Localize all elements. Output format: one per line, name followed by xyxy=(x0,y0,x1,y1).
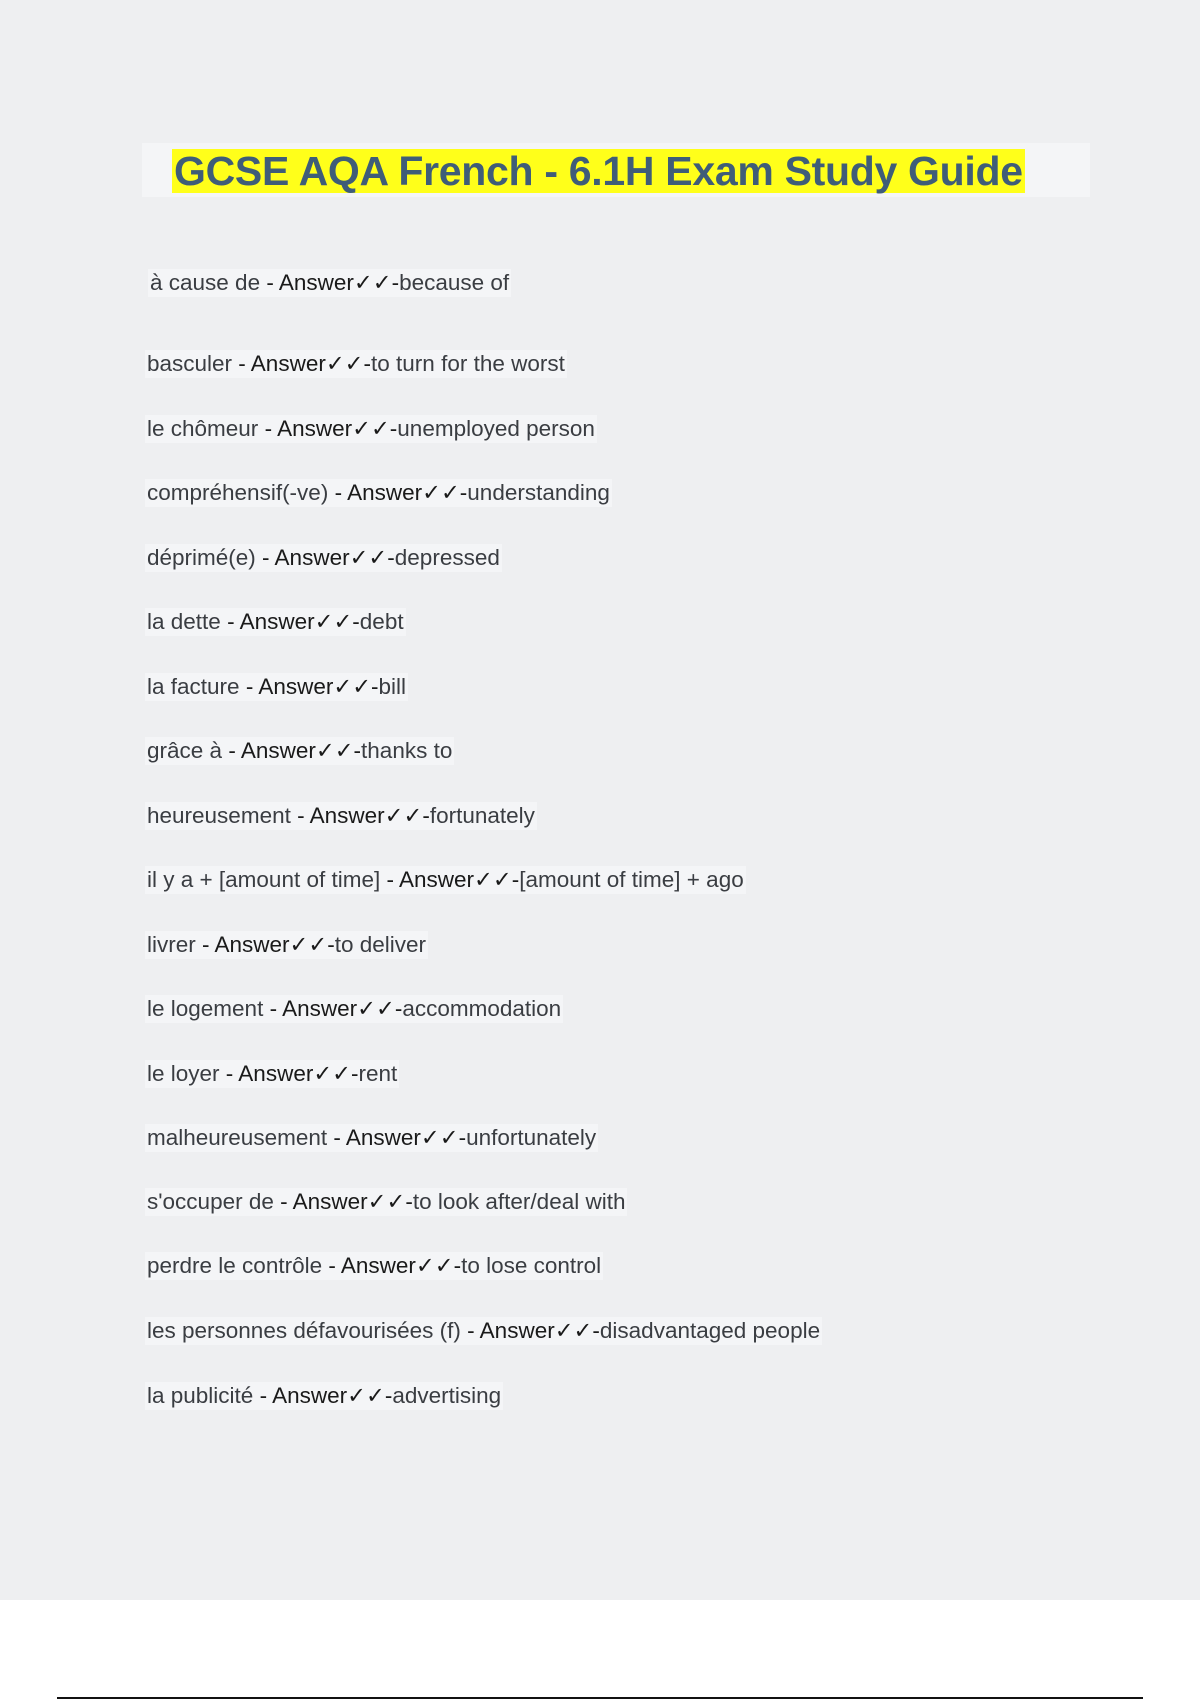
answer-marker: - Answer✓✓- xyxy=(380,867,520,892)
vocab-entry xyxy=(148,269,511,297)
vocab-answer: to look after/deal with xyxy=(412,1189,626,1214)
vocab-answer: bill xyxy=(378,674,407,699)
document-title: GCSE AQA French - 6.1H Exam Study Guide xyxy=(174,148,1023,194)
vocab-entry xyxy=(145,995,563,1023)
vocab-entry xyxy=(145,1382,503,1410)
answer-marker: - Answer✓✓- xyxy=(195,932,335,957)
answer-marker: - Answer✓✓- xyxy=(327,1125,467,1150)
vocab-entry xyxy=(145,673,408,701)
answer-marker: - Answer✓✓- xyxy=(460,1318,600,1343)
vocab-term: s'occuper de xyxy=(147,1189,274,1214)
vocab-answer: unemployed person xyxy=(397,416,595,441)
vocab-answer: disadvantaged people xyxy=(599,1318,821,1343)
vocab-term: il y a + [amount of time] xyxy=(147,867,381,892)
vocab-term: perdre le contrôle xyxy=(147,1253,323,1278)
vocab-answer: to lose control xyxy=(461,1253,602,1278)
vocab-answer: because of xyxy=(399,270,510,295)
vocab-term: le chômeur xyxy=(147,416,259,441)
vocab-entry xyxy=(145,802,537,830)
vocab-term: les personnes défavourisées (f) xyxy=(147,1318,461,1343)
vocab-entry xyxy=(145,479,612,507)
answer-marker: - Answer✓✓- xyxy=(273,1189,413,1214)
vocab-entry xyxy=(145,931,428,959)
vocab-term: basculer xyxy=(147,351,233,376)
answer-marker: - Answer✓✓- xyxy=(263,996,403,1021)
vocab-answer: depressed xyxy=(394,545,500,570)
vocab-entry xyxy=(145,1124,598,1152)
answer-marker: - Answer✓✓- xyxy=(220,609,360,634)
answer-marker: - Answer✓✓- xyxy=(219,1061,359,1086)
vocab-entry xyxy=(145,866,746,894)
vocab-answer: unfortunately xyxy=(466,1125,597,1150)
vocab-entry xyxy=(145,1252,603,1280)
answer-marker: - Answer✓✓- xyxy=(260,270,400,295)
vocab-term: malheureusement xyxy=(147,1125,328,1150)
vocab-term: la publicité xyxy=(147,1383,254,1408)
answer-marker: - Answer✓✓- xyxy=(328,480,468,505)
vocab-answer: understanding xyxy=(467,480,610,505)
vocab-entry xyxy=(145,350,567,378)
vocab-answer: to turn for the worst xyxy=(371,351,565,376)
vocab-entry xyxy=(145,415,597,443)
vocab-entry xyxy=(145,544,502,572)
vocab-term: heureusement xyxy=(147,803,291,828)
answer-marker: - Answer✓✓- xyxy=(253,1383,393,1408)
vocab-entry xyxy=(145,1188,627,1216)
vocab-term: le loyer xyxy=(147,1061,220,1086)
vocab-term: grâce à xyxy=(147,738,223,763)
answer-marker: - Answer✓✓- xyxy=(290,803,430,828)
vocab-answer: accommodation xyxy=(402,996,562,1021)
vocab-answer: to deliver xyxy=(334,932,427,957)
vocab-answer: fortunately xyxy=(429,803,535,828)
answer-marker: - Answer✓✓- xyxy=(239,674,379,699)
vocab-term: déprimé(e) xyxy=(147,545,256,570)
vocab-entry xyxy=(145,1317,822,1345)
answer-marker: - Answer✓✓- xyxy=(232,351,372,376)
vocab-term: à cause de xyxy=(150,270,261,295)
vocab-answer: [amount of time] + ago xyxy=(519,867,744,892)
vocab-term: compréhensif(-ve) xyxy=(147,480,329,505)
vocab-entry xyxy=(145,608,406,636)
answer-marker: - Answer✓✓- xyxy=(222,738,362,763)
vocab-entry xyxy=(145,737,454,765)
answer-marker: - Answer✓✓- xyxy=(255,545,395,570)
vocab-answer: debt xyxy=(359,609,404,634)
vocab-term: la facture xyxy=(147,674,240,699)
vocab-term: livrer xyxy=(147,932,196,957)
vocab-entry xyxy=(145,1060,399,1088)
footer-divider xyxy=(57,1697,1143,1699)
vocab-answer: rent xyxy=(358,1061,398,1086)
vocab-answer: thanks to xyxy=(361,738,453,763)
vocab-term: la dette xyxy=(147,609,221,634)
vocab-answer: advertising xyxy=(392,1383,502,1408)
answer-marker: - Answer✓✓- xyxy=(258,416,398,441)
answer-marker: - Answer✓✓- xyxy=(322,1253,462,1278)
vocab-term: le logement xyxy=(147,996,264,1021)
